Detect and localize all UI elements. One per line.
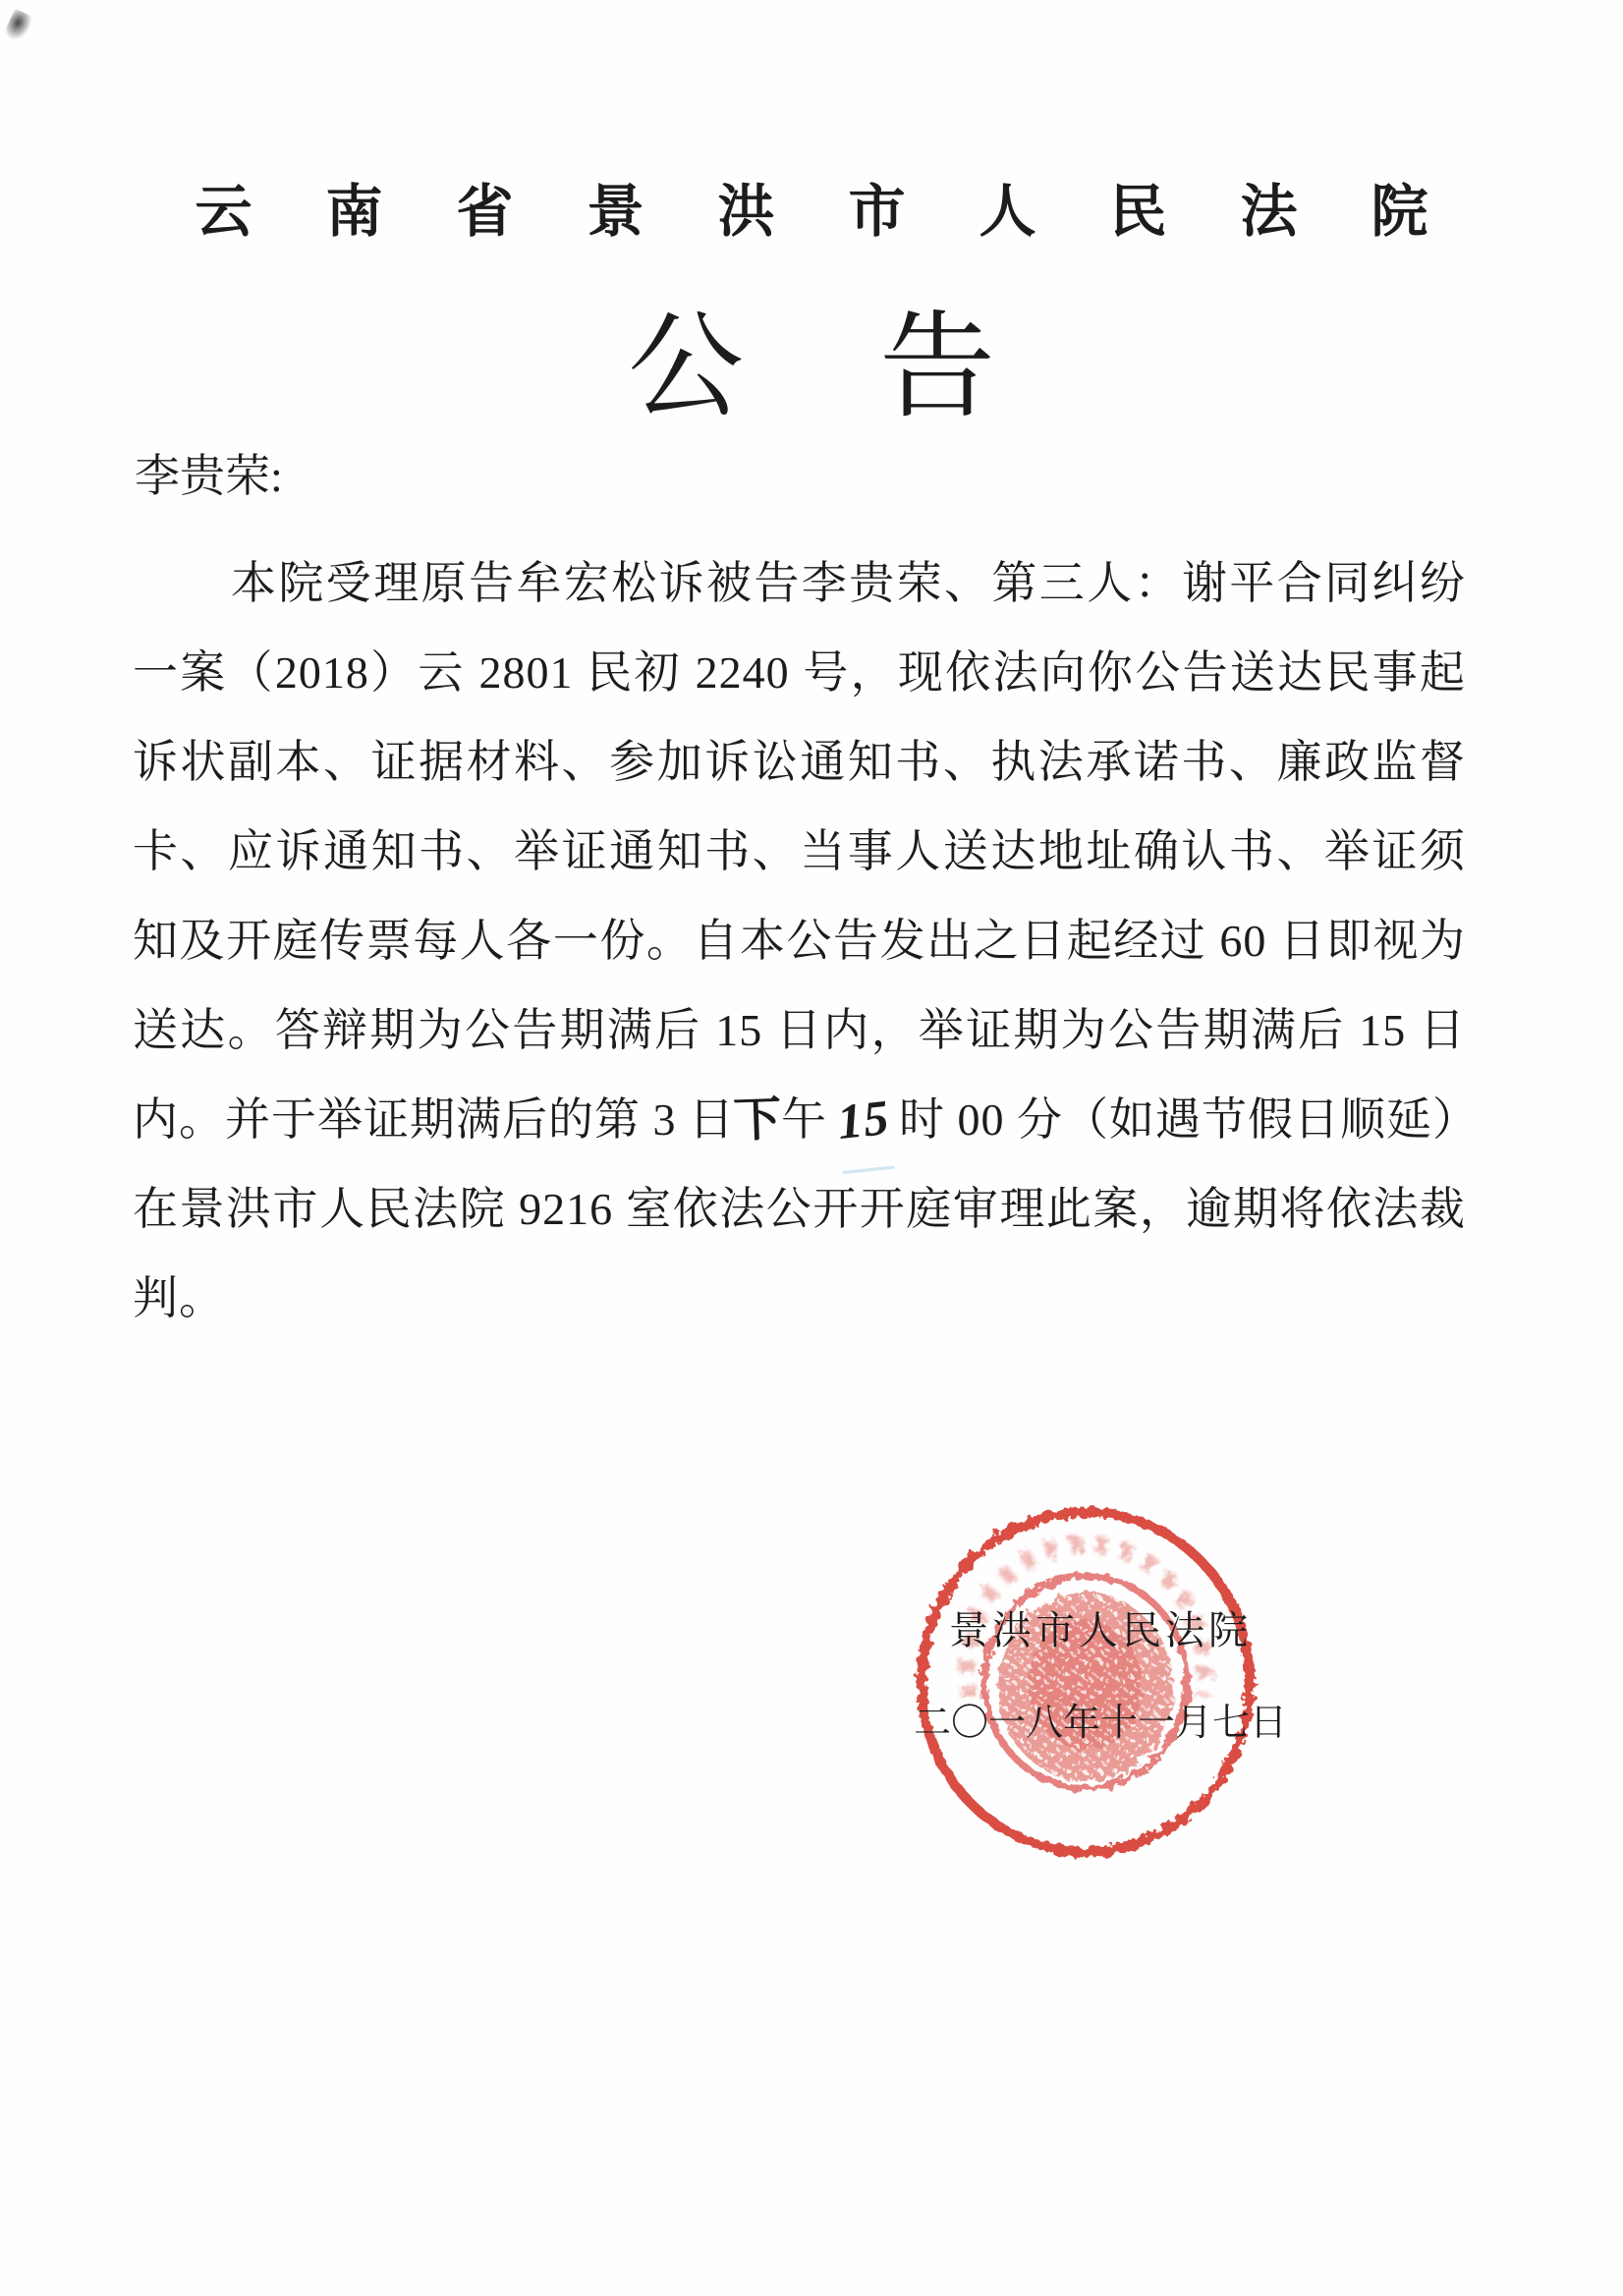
scan-artifact-mark	[3, 9, 35, 44]
body-line-1: 本院受理原告牟宏松诉被告李贵荣、第三人：谢平合同纠纷	[231, 558, 1466, 608]
body-line-7	[133, 1075, 1479, 1164]
body-line-6: 送达。答辩期为公告期满后 15 日内，举证期为公告期满后 15 日	[133, 1005, 1466, 1055]
body-line-7-printed-start: 内。并于举证期满后的第 3 日	[133, 1094, 735, 1145]
announcement-body	[133, 538, 1479, 1343]
court-name-header: 云南省景洪市人民法院	[195, 180, 1502, 244]
handwritten-char: 下	[732, 1092, 784, 1148]
body-line-9: 判。	[133, 1273, 225, 1323]
body-line-4: 卡、应诉通知书、举证通知书、当事人送达地址确认书、举证须	[133, 826, 1466, 876]
body-line-2: 一案（2018）云 2801 民初 2240 号，现依法向你公告送达民事起	[133, 647, 1466, 698]
body-line-8: 在景洪市人民法院 9216 室依法公开开庭审理此案，逾期将依法裁	[133, 1184, 1466, 1234]
official-red-seal	[909, 1500, 1262, 1864]
signature-date: 二〇一八年十一月七日	[913, 1703, 1287, 1744]
signature-court-name: 景洪市人民法院	[949, 1608, 1252, 1652]
body-line-7-printed-mid: 午	[781, 1094, 840, 1145]
handwritten-number: 15	[832, 1068, 894, 1174]
addressee-name: 李贵荣:	[135, 451, 283, 501]
body-line-3: 诉状副本、证据材料、参加诉讼通知书、执法承诺书、廉政监督	[133, 737, 1466, 787]
body-line-7-printed-end: 时 00 分（如遇节假日顺延）	[886, 1094, 1479, 1145]
body-line-5: 知及开庭传票每人各一份。自本公告发出之日起经过 60 日即视为	[133, 916, 1466, 966]
document-title: 公告	[627, 304, 1131, 432]
